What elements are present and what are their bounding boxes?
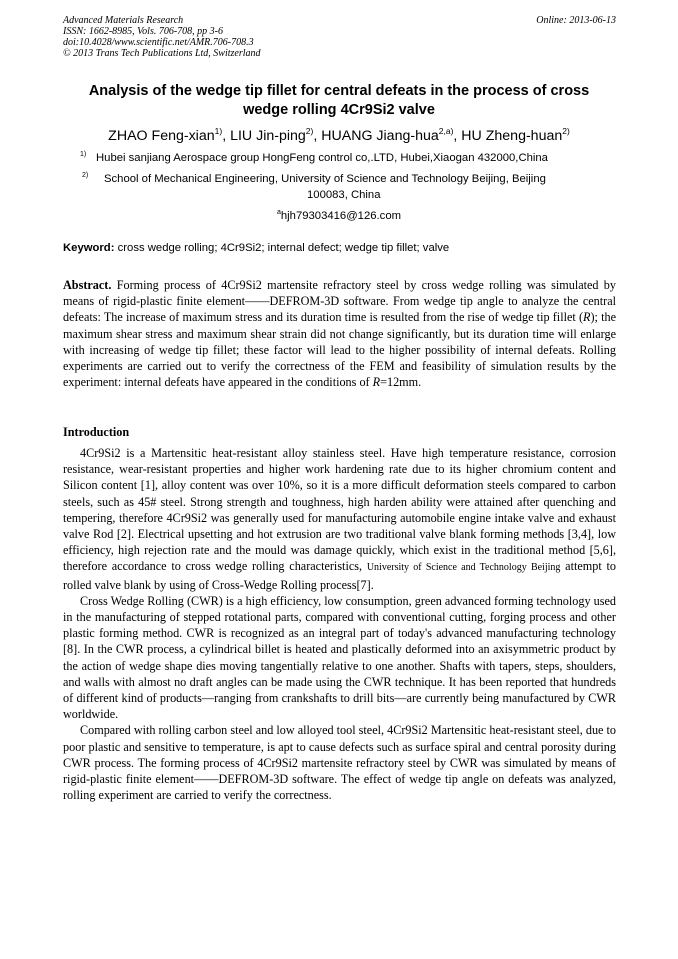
- intro-p1-text-b: attempt to rolled valve blank by using of Cross-Wedge Rolling process[7].: [63, 559, 616, 592]
- abstract-text-1: Forming process of 4Cr9Si2 martensite refractory steel by cross wedge rolling was simulated by means of rigid-plastic finite element——DEFROM-3D software. From wedge tip angle to analyze the central defeats: The increase of maximum stress and its duration time is resulted from the rise of wedge tip fillet (: [63, 278, 616, 325]
- copyright: © 2013 Trans Tech Publications Ltd, Switzerland: [63, 48, 261, 59]
- journal-name: Advanced Materials Research: [63, 15, 184, 26]
- title-line-1: Analysis of the wedge tip fillet for central defeats in the process of cross: [88, 83, 590, 99]
- affiliation-2-mark: 2): [82, 172, 89, 179]
- intro-paragraph-3: Compared with rolling carbon steel and low alloyed tool steel, 4Cr9Si2 Martensitic heat-resistant steel, due to poor plastic and sensitive to temperature, is apt to cause defects such as surface spiral and central porosity during CWR process. The forming process of 4Cr9Si2 martensite refractory steel by CWR was simulated by means of rigid-plastic finite element——DEFROM-3D software. The effect of wedge tip angle on defeats was analyzed, rolling experiment are carried to verify the correctness.: [63, 723, 616, 803]
- keyword-text: cross wedge rolling; 4Cr9Si2; internal defect; wedge tip fillet; valve: [114, 242, 450, 254]
- paper-title: [58, 82, 620, 120]
- keywords: [63, 241, 619, 255]
- issn: ISSN: 1662-8985, Vols. 706-708, pp 3-6: [63, 26, 223, 37]
- affiliation-1-mark: 1): [80, 151, 87, 158]
- abstract: [63, 277, 616, 390]
- intro-paragraph-1: [63, 445, 616, 593]
- journal-header: [63, 15, 616, 59]
- email-mark: a: [276, 209, 281, 216]
- author-affil-mark: 2): [562, 126, 570, 136]
- abstract-text-2: ); the maximum shear stress and maximum shear strain did not change significantly, but its duration time will enlarge with increasing of wedge tip fillet; these factor will lead to the higher possibility of internal defeats. Rolling experiments are carried out to verify the correctness of the FEM and feasibility of simulation results by the experiment: internal defeats have appeared in the conditions of: [63, 310, 616, 390]
- intro-p1-text-a: 4Cr9Si2 is a Martensitic heat-resistant alloy stainless steel. Have high temperature resistance, corrosion resistance, wear-resistant properties and higher work hardening rate due to its higher chromium content and Silicon content [1], alloy content was over 10%, so it is a more difficult deformation steels compared to carbon steels, such as 45# steel. Strong strength and toughness, high harden ability were attained after quenching and tempering, therefore 4Cr9Si2 was generally used for manufacturing automobile engine intake valve and exhaust valve Rod [2]. Electrical upsetting and hot extrusion are two traditional valve blank forming methods [3,4], low efficiency, high rejection rate and the mould was damage quickly, which exist in the traditional method [5,6], therefore accordance to cross wedge rolling characteristics,: [63, 446, 616, 574]
- doi: doi:10.4028/www.scientific.net/AMR.706-708.3: [63, 37, 254, 48]
- author-affil-mark: 2,a): [438, 126, 454, 136]
- affiliation-2-line-1: School of Mechanical Engineering, University of Science and Technology Beijing, Beijing: [104, 173, 546, 185]
- abstract-text-3: =12mm.: [380, 375, 422, 390]
- section-heading-introduction: Introduction: [63, 425, 130, 439]
- intro-p1-university: University of Science and Technology Beijing: [366, 562, 561, 574]
- online-date: Online: 2013-06-13: [536, 15, 616, 26]
- author-list: ZHAO Feng-xian$^{1)}$, LIU Jin-ping$^{2)}$, HUANG Jiang-hua$^{2,a)}$, HU Zheng-huan$^{2)}$: [108, 126, 570, 144]
- author-name: HUANG Jiang-hua: [321, 128, 439, 144]
- title-line-2: wedge rolling 4Cr9Si2 valve: [243, 102, 435, 118]
- author-name: HU Zheng-huan: [461, 128, 563, 144]
- author-affil-mark: 1): [214, 126, 223, 136]
- author-affil-mark: 2): [305, 126, 314, 136]
- introduction-body: [63, 445, 616, 803]
- abstract-var: R: [583, 310, 591, 325]
- affiliation-2-line-2: 100083, China: [307, 189, 381, 201]
- abstract-var-2: R: [372, 375, 381, 390]
- author-name: LIU Jin-ping: [230, 128, 306, 144]
- affiliation-1-text: Hubei sanjiang Aerospace group HongFeng control co,.LTD, Hubei,Xiaogan 432000,China: [96, 152, 548, 164]
- email-address: hjh79303416@126.com: [280, 210, 402, 222]
- author-name: ZHAO Feng-xian: [108, 128, 215, 144]
- intro-paragraph-2: Cross Wedge Rolling (CWR) is a high efficiency, low consumption, green advanced forming technology used in the manufacturing of stepped rotational parts, compared with conventional cutting, forging process and other plastic forming method. CWR is recognized as an integral part of today's advanced manufacturing technology [8]. In the CWR process, a cylindrical billet is heated and plastically deformed into an axisymmetric product by the action of wedge shape dies moving tangentially relative to one another. Shafts with tapers, steps, shoulders, and walls with almost no draft angles can be made using the CWR technique. It has been reported that hundreds of different kind of products—ranging from crankshafts to drill bits—are currently being manufactured by CWR worldwide.: [63, 593, 616, 722]
- email-line: [0, 206, 678, 223]
- abstract-label: Abstract.: [63, 278, 112, 292]
- keyword-label: Keyword:: [63, 242, 115, 254]
